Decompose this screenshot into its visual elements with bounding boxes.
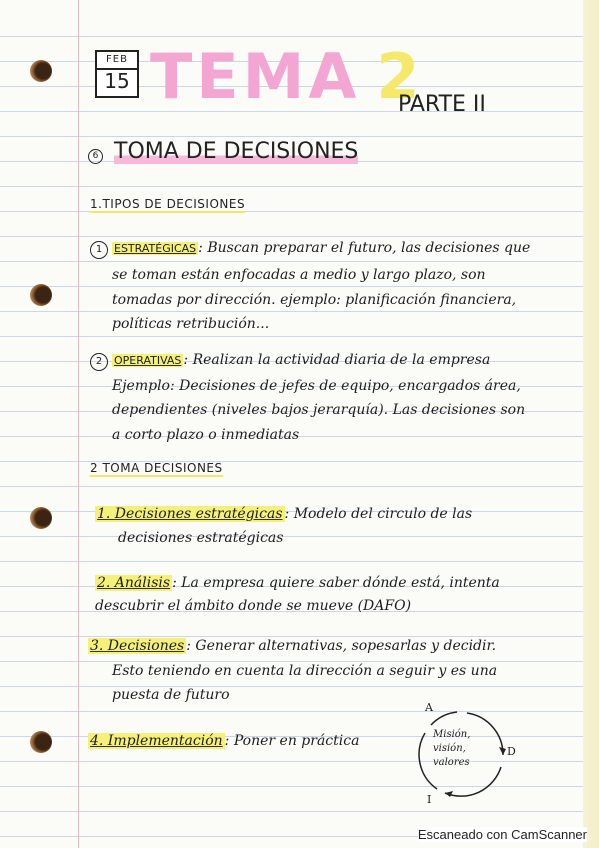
scan-watermark: Escaneado con CamScanner	[417, 827, 587, 842]
item-line: políticas retribución...	[112, 316, 270, 332]
item-line: : Realizan la actividad diaria de la empresa	[183, 352, 491, 368]
section-title-text: 2 TOMA DECISIONES	[90, 461, 223, 475]
heading-text: TOMA DE DECISIONES	[114, 139, 359, 164]
page-title	[150, 40, 423, 113]
list-item	[88, 638, 496, 654]
cycle-letter-top: A	[425, 701, 433, 714]
section-title-text: 1.TIPOS DE DECISIONES	[90, 197, 246, 211]
list-item	[90, 352, 490, 371]
binder-hole	[30, 507, 52, 529]
section-title	[90, 461, 223, 475]
binder-hole	[30, 60, 52, 82]
title-word: TEMA	[150, 40, 361, 113]
binder-hole	[30, 284, 52, 306]
section-title	[90, 197, 245, 211]
item-line: : Buscan preparar el futuro, las decisiones que	[198, 240, 531, 256]
item-label: 1. Decisiones estratégicas	[97, 506, 283, 522]
cycle-center-line: visión,	[433, 743, 466, 754]
item-number: 2	[90, 353, 108, 371]
title-number: 2	[376, 40, 424, 113]
item-line: descubrir el ámbito donde se mueve (DAFO)	[95, 598, 412, 614]
item-line: : Generar alternativas, sopesarlas y decidir.	[186, 638, 497, 654]
list-item	[95, 575, 500, 591]
item-label: ESTRATÉGICAS	[114, 242, 197, 255]
binder-hole	[30, 731, 52, 753]
date-box	[95, 50, 139, 98]
page-edge	[583, 0, 599, 848]
list-item	[88, 733, 359, 749]
part-label: PARTE II	[398, 92, 486, 117]
date-month: FEB	[97, 52, 137, 70]
item-line: decisiones estratégicas	[118, 530, 284, 546]
item-label: 2. Análisis	[97, 575, 171, 591]
item-line: se toman están enfocadas a medio y largo plazo, son	[112, 267, 486, 283]
item-label: OPERATIVAS	[114, 354, 182, 367]
list-item	[95, 506, 472, 522]
item-line: Ejemplo: Decisiones de jefes de equipo, encargados área,	[112, 378, 521, 394]
heading-number: 6	[88, 149, 103, 164]
item-line: tomadas por dirección. ejemplo: planificación financiera,	[112, 292, 517, 308]
cycle-center-line: Misión,	[433, 729, 471, 740]
item-line: a corto plazo o inmediatas	[112, 427, 300, 443]
item-label: 3. Decisiones	[90, 638, 185, 654]
item-line: Esto teniendo en cuenta la dirección a seguir y es una	[112, 663, 498, 679]
list-item	[90, 240, 530, 259]
main-heading	[88, 139, 358, 164]
margin-line	[78, 0, 79, 848]
cycle-letter-right: D	[507, 745, 516, 758]
item-line: puesta de futuro	[112, 687, 230, 703]
item-line: : Modelo del circulo de las	[284, 506, 473, 522]
cycle-center-line: valores	[433, 757, 470, 768]
item-number: 1	[90, 241, 108, 259]
cycle-arrows	[405, 705, 520, 805]
item-line: : La empresa quiere saber dónde está, intenta	[172, 575, 500, 591]
item-label: 4. Implementación	[90, 733, 223, 749]
cycle-letter-bottom: I	[427, 793, 432, 806]
date-day: 15	[104, 69, 130, 93]
decision-cycle-diagram	[405, 701, 520, 806]
item-line: : Poner en práctica	[224, 733, 360, 749]
item-line: dependientes (niveles bajos jerarquía). Las decisiones son	[112, 402, 526, 418]
